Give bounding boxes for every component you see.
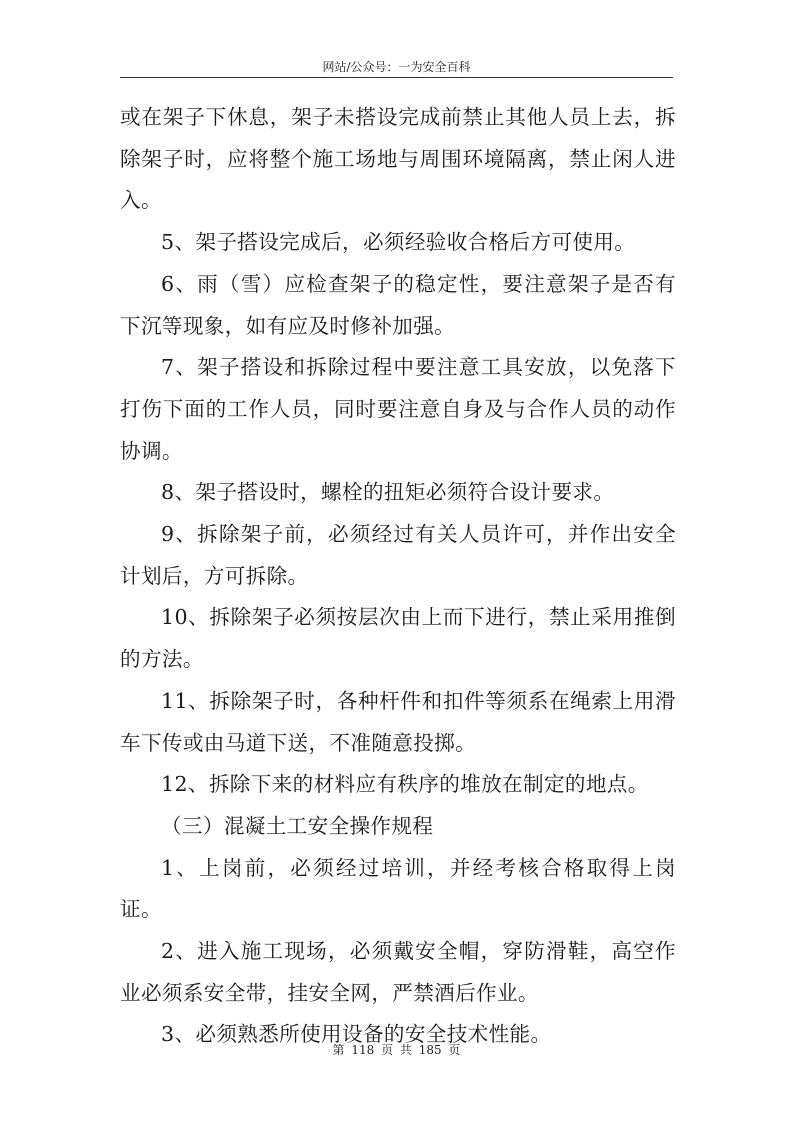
section-heading: （三）混凝土工安全操作规程 <box>161 813 434 838</box>
header-divider <box>120 77 673 78</box>
paragraph-item-11: 11、拆除架子时，各种杆件和扣件等须系在绳索上用滑车下传或由马道下送，不准随意投掷。 <box>120 688 676 755</box>
paragraph-item-1: 1、上岗前，必须经过培训，并经考核合格取得上岗证。 <box>120 855 676 922</box>
paragraph-item-3: 3、必须熟悉所使用设备的安全技术性能。 <box>161 1022 552 1047</box>
paragraph-item-8: 8、架子搭设时，螺栓的扭矩必须符合设计要求。 <box>161 480 615 505</box>
paragraph-item-10: 10、拆除架子必须按层次由上而下进行，禁止采用推倒的方法。 <box>120 605 676 672</box>
document-body <box>120 97 676 1056</box>
paragraph-continuation: 或在架子下休息，架子未搭设完成前禁止其他人员上去，拆除架子时，应将整个施工场地与周围环境隔离，禁止闲人进入。 <box>120 105 676 213</box>
paragraph-item-2: 2、进入施工现场，必须戴安全帽，穿防滑鞋，高空作业必须系安全带，挂安全网，严禁酒后作业。 <box>120 939 676 1005</box>
page-footer: 第 118 页 共 185 页 <box>332 1043 461 1057</box>
paragraph-item-6: 6、雨（雪）应检查架子的稳定性，要注意架子是否有下沉等现象，如有应及时修补加强。 <box>120 271 676 338</box>
paragraph-item-5: 5、架子搭设完成后，必须经验收合格后方可使用。 <box>161 230 636 255</box>
paragraph-item-9: 9、拆除架子前，必须经过有关人员许可，并作出安全计划后，方可拆除。 <box>120 522 676 588</box>
paragraph-item-12: 12、拆除下来的材料应有秩序的堆放在制定的地点。 <box>161 772 649 797</box>
paragraph-item-7: 7、架子搭设和拆除过程中要注意工具安放，以免落下打伤下面的工作人员，同时要注意自身及与合作人员的动作协调。 <box>120 355 676 463</box>
page-header: 网站/公众号：一为安全百科 <box>322 60 471 74</box>
